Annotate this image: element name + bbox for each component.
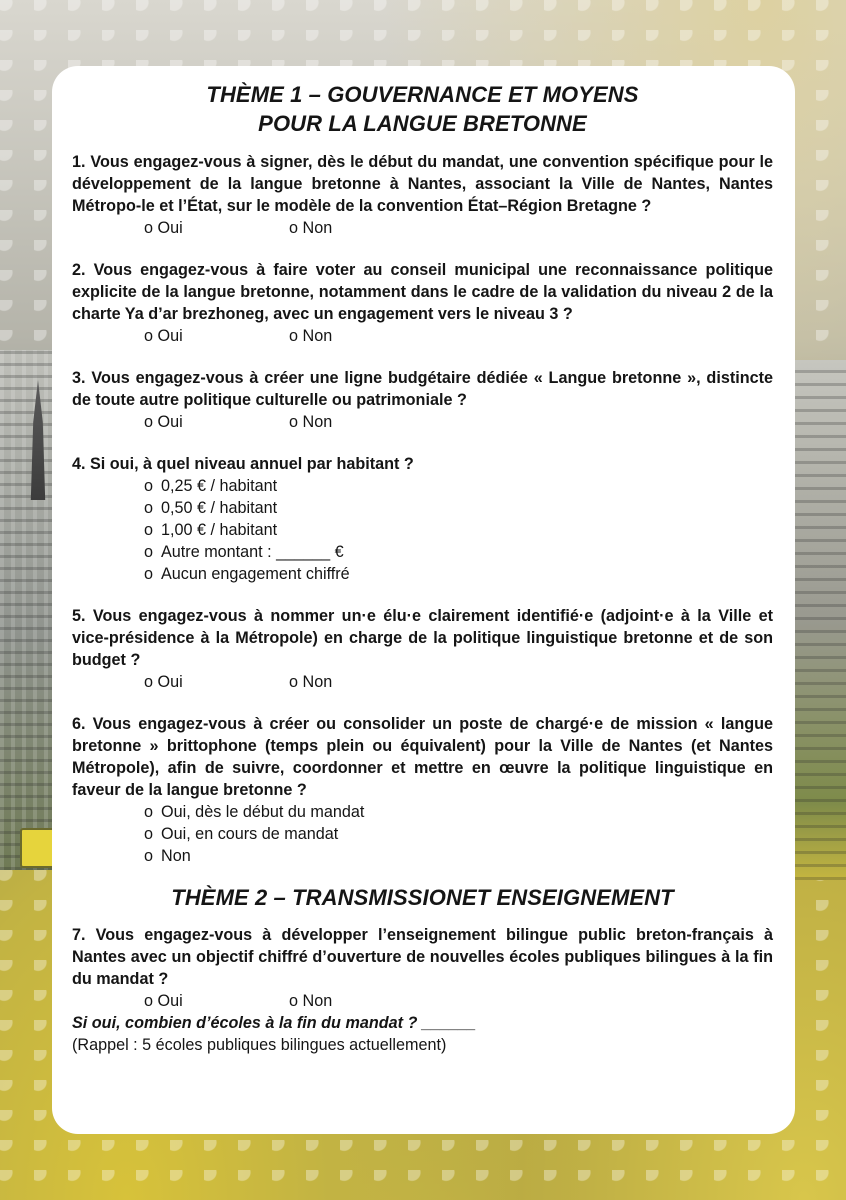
question-5 [72,605,773,693]
question-4-option[interactable] [144,563,773,585]
question-5-text: 5. Vous engagez-vous à nommer un·e élu·e clairement identifié·e (adjoint·e à la Ville et vice-présidence à la Métropole) en charge de la politique linguistique bretonne et de son budget ? [72,607,773,669]
theme1-title-line1: THÈME 1 – GOUVERNANCE ET MOYENS [206,82,639,107]
option-label: Oui, en cours de mandat [161,825,339,843]
question-7-answers [72,990,773,1012]
checkbox-marker: o [144,803,154,821]
question-2-oui-checkbox[interactable]: o Oui [144,327,183,345]
question-3-non-checkbox[interactable]: o Non [289,413,333,431]
question-7-non-checkbox[interactable]: o Non [289,992,333,1010]
checkbox-marker: o [144,499,154,517]
option-label: 0,50 € / habitant [161,499,278,517]
question-3-answers [72,411,773,433]
question-1-answers [72,217,773,239]
question-4-option[interactable] [144,497,773,519]
question-2-answers [72,325,773,347]
question-1-text: 1. Vous engagez-vous à signer, dès le début du mandat, une convention spécifique pour le développement de la langue bretonne à Nantes, associant la Ville de Nantes, Nantes Métropo-le et l’État, sur le modèle de la convention État–Région Bretagne ? [72,153,773,215]
question-3-oui-checkbox[interactable]: o Oui [144,413,183,431]
question-7-note: (Rappel : 5 écoles publiques bilingues actuellement) [72,1036,447,1054]
theme1-title-line2: POUR LA LANGUE BRETONNE [258,111,587,136]
checkbox-marker: o [144,521,154,539]
question-1-oui-checkbox[interactable]: o Oui [144,219,183,237]
question-6-option[interactable] [144,845,773,867]
question-6-options [72,801,773,867]
question-7-text: 7. Vous engagez-vous à développer l’enseignement bilingue public breton-français à Nantes avec un objectif chiffré d’ouverture de nouvelles écoles publiques bilingues à la fin du mandat ? [72,926,773,988]
option-label: Aucun engagement chiffré [161,565,350,583]
question-7-oui-checkbox[interactable]: o Oui [144,992,183,1010]
option-label: Autre montant : ______ € [161,543,344,561]
question-5-oui-checkbox[interactable]: o Oui [144,673,183,691]
question-2-text: 2. Vous engagez-vous à faire voter au conseil municipal une reconnaissance politique explicite de la langue bretonne, notamment dans le cadre de la validation du niveau 2 de la charte Ya d’ar brezhoneg, avec un engagement vers le niveau 3 ? [72,261,773,323]
option-label: Oui, dès le début du mandat [161,803,365,821]
option-label: 0,25 € / habitant [161,477,278,495]
background-cityscape-right [794,360,846,880]
question-6 [72,713,773,867]
question-2 [72,259,773,347]
checkbox-marker: o [144,543,154,561]
checkbox-marker: o [144,477,154,495]
question-3-text: 3. Vous engagez-vous à créer une ligne budgétaire dédiée « Langue bretonne », distincte de toute autre politique culturelle ou patrimoniale ? [72,369,773,409]
question-7-followup[interactable]: Si oui, combien d’écoles à la fin du mandat ? ______ [72,1014,476,1032]
question-5-non-checkbox[interactable]: o Non [289,673,333,691]
question-7 [72,924,773,1056]
question-6-option[interactable] [144,801,773,823]
question-5-answers [72,671,773,693]
question-6-text: 6. Vous engagez-vous à créer ou consolider un poste de chargé·e de mission « langue bretonne » brittophone (temps plein ou équivalent) pour la Ville de Nantes (et Nantes Métropole), afin de suivre, coordonner et mettre en œuvre la politique linguistique en faveur de la langue bretonne ? [72,715,773,799]
question-4-options [72,475,773,585]
background-cityscape-left [0,350,60,870]
question-4-option[interactable] [144,541,773,563]
option-label: Non [161,847,191,865]
checkbox-marker: o [144,565,154,583]
question-4 [72,453,773,585]
checkbox-marker: o [144,825,154,843]
option-label: 1,00 € / habitant [161,521,278,539]
questionnaire-card [52,66,795,1134]
question-4-text: 4. Si oui, à quel niveau annuel par habitant ? [72,455,414,473]
question-2-non-checkbox[interactable]: o Non [289,327,333,345]
theme2-title: THÈME 2 – TRANSMISSIONET ENSEIGNEMENT [171,885,674,910]
checkbox-marker: o [144,847,154,865]
question-6-option[interactable] [144,823,773,845]
question-1-non-checkbox[interactable]: o Non [289,219,333,237]
question-1 [72,151,773,239]
question-3 [72,367,773,433]
question-4-option[interactable] [144,519,773,541]
question-4-option[interactable] [144,475,773,497]
